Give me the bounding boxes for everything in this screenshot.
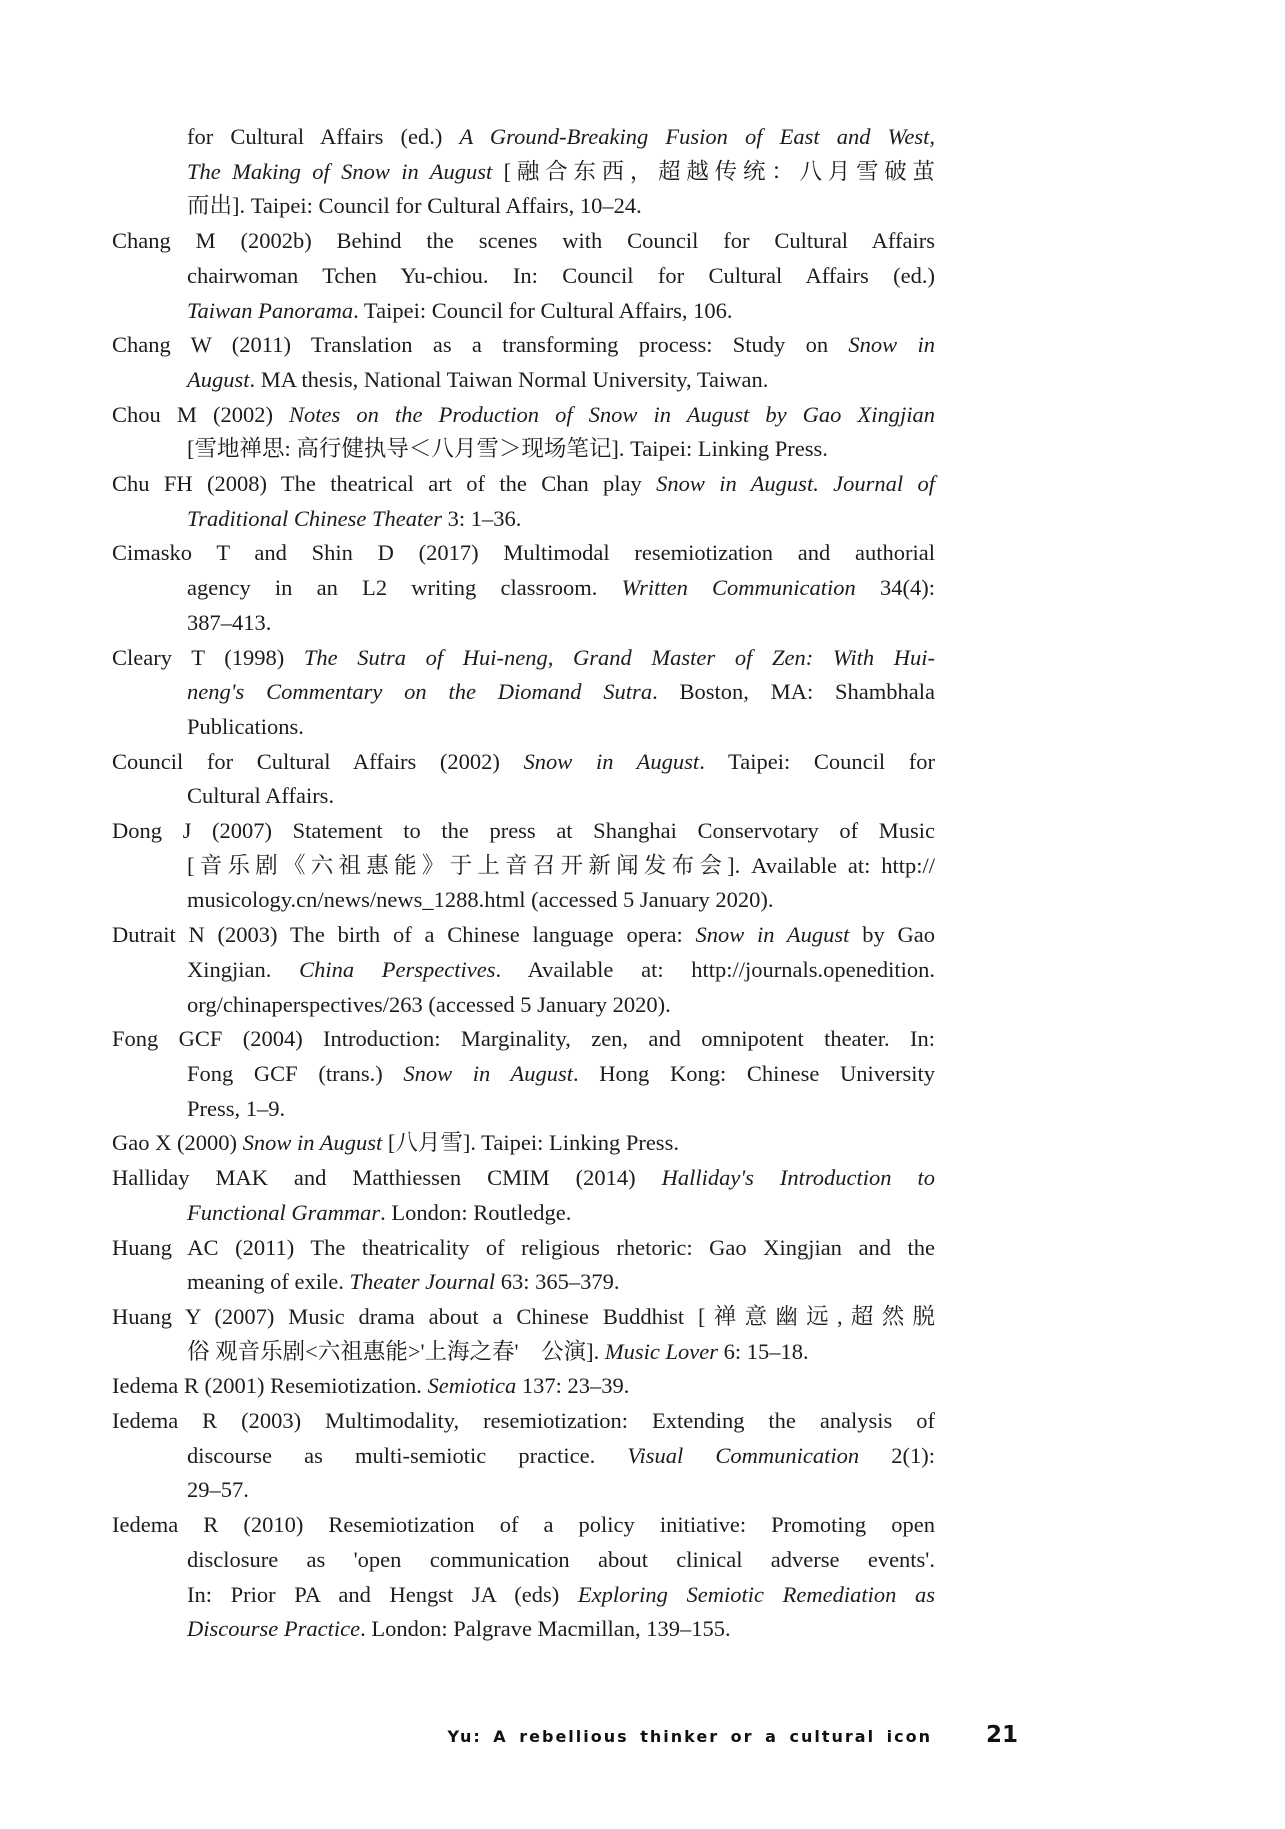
reference-text: Dong J (2007) Statement to the press at Shanghai Conservotary of Music — [112, 818, 935, 844]
reference-text: Press, 1–9. — [187, 1095, 286, 1121]
reference-text: Huang Y (2007) Music drama about a Chinese Buddhist [禅意幽远,超然脱 — [112, 1303, 935, 1329]
reference-line — [112, 1196, 935, 1231]
reference-text: Huang AC (2011) The theatricality of religious rhetoric: Gao Xingjian and the — [112, 1234, 935, 1260]
reference-italic-text: Snow in August — [403, 1060, 574, 1086]
reference-line — [112, 1439, 935, 1474]
reference-text: Dutrait N (2003) The birth of a Chinese language opera: — [112, 922, 696, 948]
reference-line — [112, 1231, 935, 1266]
reference-text: 34(4): — [855, 575, 935, 601]
reference-line — [112, 1161, 935, 1196]
reference-text: . Available at: http://journals.openedition. — [495, 956, 935, 982]
reference-text: discourse as multi-semiotic practice. — [187, 1442, 628, 1468]
reference-italic-text: Snow in — [848, 332, 935, 358]
reference-text: meaning of exile. — [187, 1269, 350, 1295]
reference-italic-text: Snow in August — [523, 748, 700, 774]
reference-entry — [112, 398, 935, 467]
reference-text: 俗 观音乐剧<六祖惠能>'上海之春' 公演]. — [187, 1338, 605, 1364]
reference-entry — [112, 1508, 935, 1647]
reference-italic-text: China Perspectives — [299, 956, 496, 982]
reference-line — [112, 918, 935, 953]
reference-text: In: Prior PA and Hengst JA (eds) — [187, 1581, 578, 1607]
reference-entry — [112, 328, 935, 397]
reference-italic-text: Theater Journal — [349, 1269, 496, 1295]
reference-line — [112, 432, 935, 467]
reference-italic-text: Snow in August. Journal of — [656, 471, 936, 497]
reference-line — [112, 1092, 935, 1127]
reference-line — [112, 814, 935, 849]
reference-line — [112, 1508, 935, 1543]
reference-text: [八月雪]. Taipei: Linking Press. — [382, 1130, 679, 1156]
reference-entry — [112, 1126, 935, 1161]
reference-text: [融合东西，超越传统：八月雪破茧 — [492, 158, 935, 184]
reference-entry — [112, 641, 935, 745]
reference-italic-text: Snow in August — [242, 1130, 383, 1156]
reference-line — [112, 1022, 935, 1057]
reference-italic-text: Discourse Practice — [187, 1616, 361, 1642]
reference-entry — [112, 224, 935, 328]
reference-entry — [112, 1022, 935, 1126]
reference-line — [112, 988, 935, 1023]
reference-italic-text: Notes on the Production of Snow in August by Gao Xingjian — [289, 401, 936, 427]
reference-italic-text: The Sutra of Hui-neng, Grand Master of Zen: With Hui- — [303, 644, 935, 670]
reference-entry — [112, 1300, 935, 1369]
page-number: 21 — [985, 1722, 1018, 1748]
reference-italic-text: Halliday's Introduction to — [661, 1165, 935, 1191]
reference-text: Council for Cultural Affairs (2002) — [112, 748, 524, 774]
reference-entry — [112, 745, 935, 814]
reference-entry — [112, 467, 935, 536]
reference-line — [112, 328, 935, 363]
reference-text: Chang W (2011) Translation as a transforming process: Study on — [112, 332, 849, 358]
reference-text: Fong GCF (2004) Introduction: Marginality, zen, and omnipotent theater. In: — [112, 1026, 935, 1052]
reference-line — [112, 363, 935, 398]
reference-line — [112, 1265, 935, 1300]
reference-entry — [112, 1231, 935, 1300]
reference-text: Cultural Affairs. — [187, 783, 335, 809]
reference-line — [112, 502, 935, 537]
reference-line — [112, 120, 935, 155]
reference-text: Iedema R (2010) Resemiotization of a policy initiative: Promoting open — [112, 1512, 935, 1538]
reference-text: disclosure as 'open communication about clinical adverse events'. — [187, 1546, 935, 1572]
reference-text: . London: Routledge. — [380, 1199, 572, 1225]
reference-entry — [112, 1404, 935, 1508]
reference-text: Halliday MAK and Matthiessen CMIM (2014) — [112, 1165, 662, 1191]
reference-line — [112, 675, 935, 710]
page-footer — [112, 1724, 1018, 1747]
reference-text: Fong GCF (trans.) — [187, 1060, 404, 1086]
reference-text: . Boston, MA: Shambhala — [652, 679, 935, 705]
reference-italic-text: Visual Communication — [627, 1442, 860, 1468]
reference-text: . Taipei: Council for — [699, 748, 935, 774]
reference-text: 29–57. — [187, 1477, 249, 1503]
reference-text: musicology.cn/news/news_1288.html (accessed 5 January 2020). — [187, 887, 774, 913]
reference-line — [112, 1300, 935, 1335]
reference-entry — [112, 536, 935, 640]
reference-text: Chou M (2002) — [112, 401, 290, 427]
reference-italic-text: Music Lover — [604, 1338, 718, 1364]
reference-line — [112, 883, 935, 918]
reference-text: . Hong Kong: Chinese University — [573, 1060, 935, 1086]
reference-text: Gao X (2000) — [112, 1130, 243, 1156]
reference-text: by Gao — [849, 922, 935, 948]
reference-italic-text: The Making of Snow in August — [187, 158, 493, 184]
reference-entry — [112, 918, 935, 1022]
reference-text: Chu FH (2008) The theatrical art of the Chan play — [112, 471, 657, 497]
reference-text: . London: Palgrave Macmillan, 139–155. — [360, 1616, 731, 1642]
reference-line — [112, 1369, 935, 1404]
reference-italic-text: Exploring Semiotic Remediation as — [577, 1581, 935, 1607]
reference-text: Chang M (2002b) Behind the scenes with Council for Cultural Affairs — [112, 228, 935, 254]
reference-line — [112, 1543, 935, 1578]
reference-text: Iedema R (2001) Resemiotization. — [112, 1373, 428, 1399]
reference-text: 而出]. Taipei: Council for Cultural Affairs, 10–24. — [187, 193, 642, 219]
reference-text: Publications. — [187, 713, 304, 739]
reference-line — [112, 849, 935, 884]
reference-line — [112, 294, 935, 329]
reference-text: Cimasko T and Shin D (2017) Multimodal resemiotization and authorial — [112, 540, 935, 566]
reference-line — [112, 710, 935, 745]
reference-italic-text: Traditional Chinese Theater — [187, 505, 443, 531]
reference-italic-text: Taiwan Panorama — [187, 297, 354, 323]
reference-entry — [112, 1369, 935, 1404]
references-list — [112, 120, 935, 1647]
reference-line — [112, 398, 935, 433]
reference-text: 63: 365–379. — [495, 1269, 620, 1295]
reference-line — [112, 1612, 935, 1647]
reference-line — [112, 1404, 935, 1439]
running-title: Yu: A rebellious thinker or a cultural icon — [447, 1727, 932, 1746]
reference-line — [112, 953, 935, 988]
reference-text: agency in an L2 writing classroom. — [187, 575, 622, 601]
reference-line — [112, 536, 935, 571]
reference-text: 387–413. — [187, 609, 272, 635]
reference-italic-text: Written Communication — [621, 575, 856, 601]
reference-text: org/chinaperspectives/263 (accessed 5 January 2020). — [187, 991, 671, 1017]
reference-entry — [112, 814, 935, 918]
reference-entry — [112, 1161, 935, 1230]
reference-text: Iedema R (2003) Multimodality, resemiotization: Extending the analysis of — [112, 1408, 935, 1434]
reference-line — [112, 189, 935, 224]
reference-line — [112, 641, 935, 676]
reference-line — [112, 745, 935, 780]
reference-text: [音乐剧《六祖惠能》于上音召开新闻发布会]. Available at: http:// — [187, 852, 935, 878]
reference-text: Cleary T (1998) — [112, 644, 304, 670]
reference-italic-text: neng's Commentary on the Diomand Sutra — [187, 679, 653, 705]
reference-text: 137: 23–39. — [516, 1373, 630, 1399]
reference-entry — [112, 120, 935, 224]
reference-text: . MA thesis, National Taiwan Normal University, Taiwan. — [249, 366, 769, 392]
reference-text: 3: 1–36. — [442, 505, 522, 531]
reference-line — [112, 1473, 935, 1508]
reference-italic-text: Snow in August — [695, 922, 850, 948]
reference-italic-text: A Ground-Breaking Fusion of East and West, — [459, 124, 935, 149]
reference-italic-text: Functional Grammar — [187, 1199, 381, 1225]
reference-text: Xingjian. — [187, 956, 300, 982]
reference-line — [112, 155, 935, 190]
reference-line — [112, 571, 935, 606]
reference-line — [112, 1335, 935, 1370]
reference-italic-text: August — [187, 366, 250, 392]
reference-text: 6: 15–18. — [717, 1338, 809, 1364]
reference-line — [112, 1057, 935, 1092]
reference-text: for Cultural Affairs (ed.) — [187, 124, 460, 149]
reference-line — [112, 606, 935, 641]
reference-text: . Taipei: Council for Cultural Affairs, 106. — [353, 297, 733, 323]
reference-line — [112, 1578, 935, 1613]
reference-line — [112, 224, 935, 259]
reference-line — [112, 259, 935, 294]
reference-text: chairwoman Tchen Yu-chiou. In: Council for Cultural Affairs (ed.) — [187, 262, 935, 288]
reference-line — [112, 1126, 935, 1161]
reference-text: [雪地禅思: 高行健执导＜八月雪＞现场笔记]. Taipei: Linking Press. — [187, 436, 828, 462]
reference-line — [112, 467, 935, 502]
reference-text: 2(1): — [859, 1442, 935, 1468]
reference-italic-text: Semiotica — [427, 1373, 517, 1399]
reference-line — [112, 779, 935, 814]
